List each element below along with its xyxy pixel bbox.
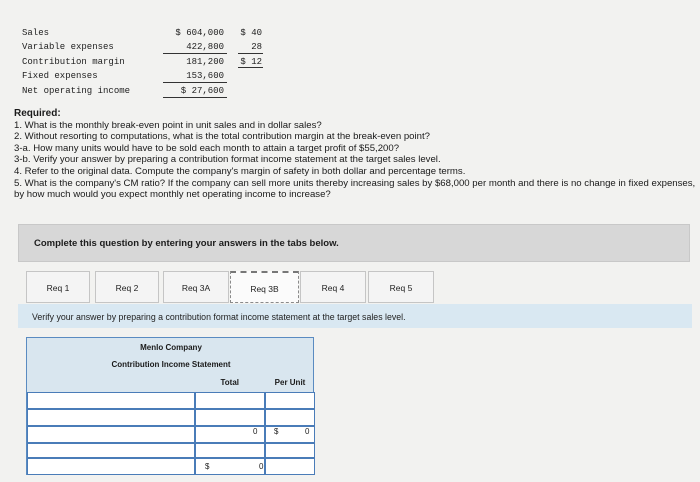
row4-label-input[interactable]: [27, 443, 195, 458]
required-item-3a: 3-a. How many units would have to be sold each month to attain a target profit of $55,200?: [14, 142, 400, 154]
total-net-operating-income: $ 27,600: [180, 86, 224, 96]
row4-total-value: 0: [253, 427, 258, 436]
tab-req-3a[interactable]: Req 3A: [163, 271, 229, 303]
verify-instruction: Verify your answer by preparing a contribution format income statement at the target sales level.: [18, 304, 692, 328]
row5-label-input[interactable]: [27, 458, 195, 475]
row2-per-unit-input[interactable]: [265, 409, 315, 426]
total-contribution-margin: 181,200: [186, 57, 224, 67]
row5-per-unit-input[interactable]: [265, 458, 315, 475]
tab-req-3b[interactable]: Req 3B: [230, 271, 299, 303]
required-item-1: 1. What is the monthly break-even point in unit sales and in dollar sales?: [14, 119, 322, 131]
row-label-sales: Sales: [22, 28, 50, 38]
row-label-net-operating-income: Net operating income: [22, 86, 131, 96]
underline-variable-total: [163, 53, 227, 54]
total-sales: $ 604,000: [175, 28, 224, 38]
required-section: [14, 108, 698, 201]
row5-per-unit-value: 0: [259, 462, 264, 471]
row-label-contribution-margin: Contribution margin: [22, 57, 125, 67]
row1-per-unit-input[interactable]: [265, 392, 315, 409]
row4-total-input[interactable]: [195, 443, 265, 458]
row1-label-input[interactable]: [27, 392, 195, 409]
row4-per-unit-input[interactable]: [265, 443, 315, 458]
per-unit-contribution-margin: $ 12: [240, 57, 262, 67]
per-unit-sales: $ 40: [240, 28, 262, 38]
statement-title: Contribution Income Statement: [111, 360, 231, 369]
col-header-total: Total: [220, 378, 239, 387]
underline-cm-per-unit: [238, 67, 263, 68]
row-label-fixed-expenses: Fixed expenses: [22, 71, 98, 81]
row3-label-input[interactable]: [27, 426, 195, 443]
underline-fixed-total: [163, 82, 227, 83]
total-fixed-expenses: 153,600: [186, 71, 224, 81]
row-label-variable-expenses: Variable expenses: [22, 42, 114, 52]
tab-req-4[interactable]: Req 4: [300, 271, 366, 303]
col-header-per-unit: Per Unit: [274, 378, 306, 387]
row4-per-unit-currency: $: [274, 427, 279, 436]
tab-req-2[interactable]: Req 2: [95, 271, 159, 303]
tab-req-5[interactable]: Req 5: [368, 271, 434, 303]
underline-variable-per-unit: [238, 53, 263, 54]
answer-table: [26, 337, 314, 475]
per-unit-variable-expenses: 28: [251, 42, 262, 52]
row5-total-currency: $: [205, 462, 210, 471]
required-item-5: 5. What is the company's CM ratio? If the company can sell more units thereby increasing sales by $68,000 per month and there is no change in fixed expenses, by how much would you expect monthly net operating income to increase?: [14, 177, 696, 201]
required-item-4: 4. Refer to the original data. Compute the company's margin of safety in both dollar and percentage terms.: [14, 165, 466, 177]
required-heading: Required:: [14, 108, 61, 119]
total-variable-expenses: 422,800: [186, 42, 224, 52]
instruction-banner: Complete this question by entering your answers in the tabs below.: [18, 224, 690, 262]
row2-label-input[interactable]: [27, 409, 195, 426]
company-name: Menlo Company: [140, 343, 202, 352]
underline-noi-total: [163, 97, 227, 98]
row4-per-unit-value: 0: [305, 427, 310, 436]
required-item-2: 2. Without resorting to computations, what is the total contribution margin at the break-even point?: [14, 131, 430, 143]
row2-total-input[interactable]: [195, 409, 265, 426]
required-item-3b: 3-b. Verify your answer by preparing a contribution format income statement at the target sales level.: [14, 154, 441, 166]
tab-req-1[interactable]: Req 1: [26, 271, 90, 303]
row1-total-input[interactable]: [195, 392, 265, 409]
